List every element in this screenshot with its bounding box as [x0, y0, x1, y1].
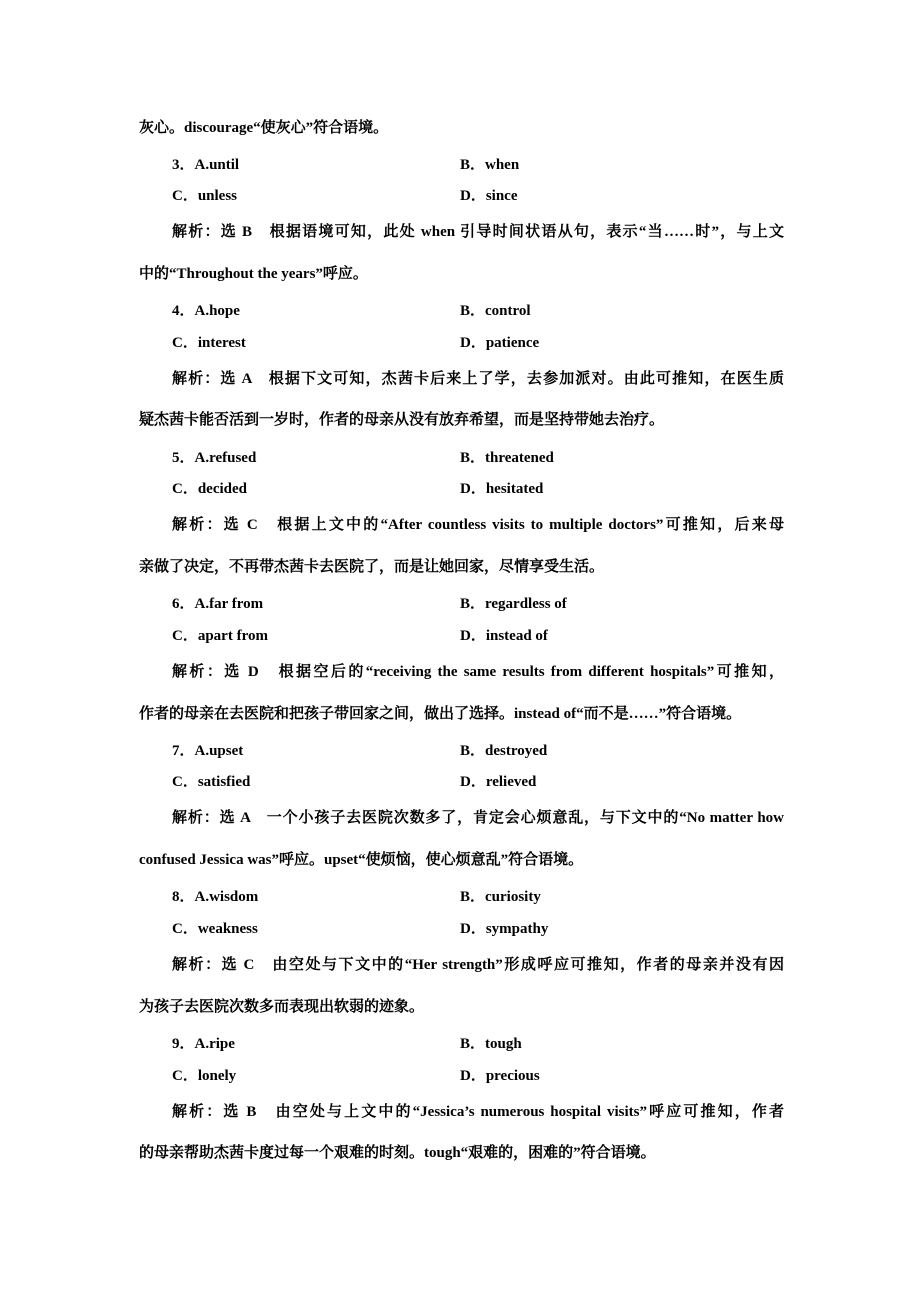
analysis-line: 解析：选 B 由空处与上文中的“Jessica’s numerous hospital visits”呼应可推知，作者 — [172, 1104, 784, 1120]
option-c: C．decided — [172, 481, 248, 497]
analysis-line: 解析：选 D 根据空后的“receiving the same results from different hospitals”可推知， — [172, 664, 784, 680]
options-row — [172, 186, 784, 206]
options-row — [172, 772, 784, 792]
option-a: 7．A.upset — [172, 743, 244, 759]
option-d: D．hesitated — [460, 481, 544, 497]
option-a: 3．A.until — [172, 157, 240, 173]
intro-line: 灰心。discourage“使灰心”符合语境。 — [139, 120, 389, 136]
options-row — [172, 594, 784, 614]
option-a: 8．A.wisdom — [172, 889, 259, 905]
option-c: C．satisfied — [172, 774, 251, 790]
option-c: C．lonely — [172, 1068, 237, 1084]
options-row — [172, 741, 784, 761]
option-b: B．control — [460, 303, 531, 319]
options-row — [172, 1034, 784, 1054]
options-row — [172, 626, 784, 646]
options-row — [172, 479, 784, 499]
option-d: D．patience — [460, 335, 540, 351]
options-row — [172, 333, 784, 353]
option-d: D．instead of — [460, 628, 548, 644]
options-row — [172, 155, 784, 175]
analysis-line: 中的“Throughout the years”呼应。 — [139, 266, 368, 282]
analysis-line: 解析：选 C 根据上文中的“After countless visits to multiple doctors”可推知，后来母 — [172, 517, 784, 533]
options-row — [172, 448, 784, 468]
option-a: 9．A.ripe — [172, 1036, 235, 1052]
option-a: 6．A.far from — [172, 596, 264, 612]
options-row — [172, 919, 784, 939]
analysis-line: 解析：选 A 一个小孩子去医院次数多了，肯定会心烦意乱，与下文中的“No matter how — [172, 810, 784, 826]
option-d: D．sympathy — [460, 921, 549, 937]
analysis-line: 为孩子去医院次数多而表现出软弱的迹象。 — [139, 999, 425, 1015]
option-b: B．threatened — [460, 450, 554, 466]
option-c: C．apart from — [172, 628, 268, 644]
option-d: D．relieved — [460, 774, 537, 790]
option-d: D．precious — [460, 1068, 540, 1084]
option-b: B．destroyed — [460, 743, 548, 759]
option-d: D．since — [460, 188, 518, 204]
options-row — [172, 301, 784, 321]
options-row — [172, 887, 784, 907]
analysis-line: 作者的母亲在去医院和把孩子带回家之间，做出了选择。instead of“而不是……”符合语境。 — [139, 706, 742, 722]
option-c: C．unless — [172, 188, 238, 204]
analysis-line: 疑杰茜卡能否活到一岁时，作者的母亲从没有放弃希望，而是坚持带她去治疗。 — [139, 412, 665, 428]
options-row — [172, 1066, 784, 1086]
analysis-line: 亲做了决定，不再带杰茜卡去医院了，而是让她回家，尽情享受生活。 — [139, 559, 605, 575]
analysis-line: 解析：选 C 由空处与下文中的“Her strength”形成呼应可推知，作者的母亲并没有因 — [172, 957, 784, 973]
analysis-line: 解析：选 A 根据下文可知，杰茜卡后来上了学，去参加派对。由此可推知，在医生质 — [172, 371, 784, 387]
option-a: 4．A.hope — [172, 303, 240, 319]
option-a: 5．A.refused — [172, 450, 257, 466]
option-b: B．regardless of — [460, 596, 567, 612]
analysis-line: 解析：选 B 根据语境可知，此处 when 引导时间状语从句，表示“当……时”，与上文 — [172, 224, 784, 240]
analysis-line: 的母亲帮助杰茜卡度过每一个艰难的时刻。tough“艰难的，困难的”符合语境。 — [139, 1145, 656, 1161]
option-b: B．curiosity — [460, 889, 541, 905]
option-b: B．when — [460, 157, 520, 173]
option-c: C．interest — [172, 335, 246, 351]
option-b: B．tough — [460, 1036, 522, 1052]
option-c: C．weakness — [172, 921, 258, 937]
analysis-line: confused Jessica was”呼应。upset“使烦恼，使心烦意乱”符合语境。 — [139, 852, 584, 868]
